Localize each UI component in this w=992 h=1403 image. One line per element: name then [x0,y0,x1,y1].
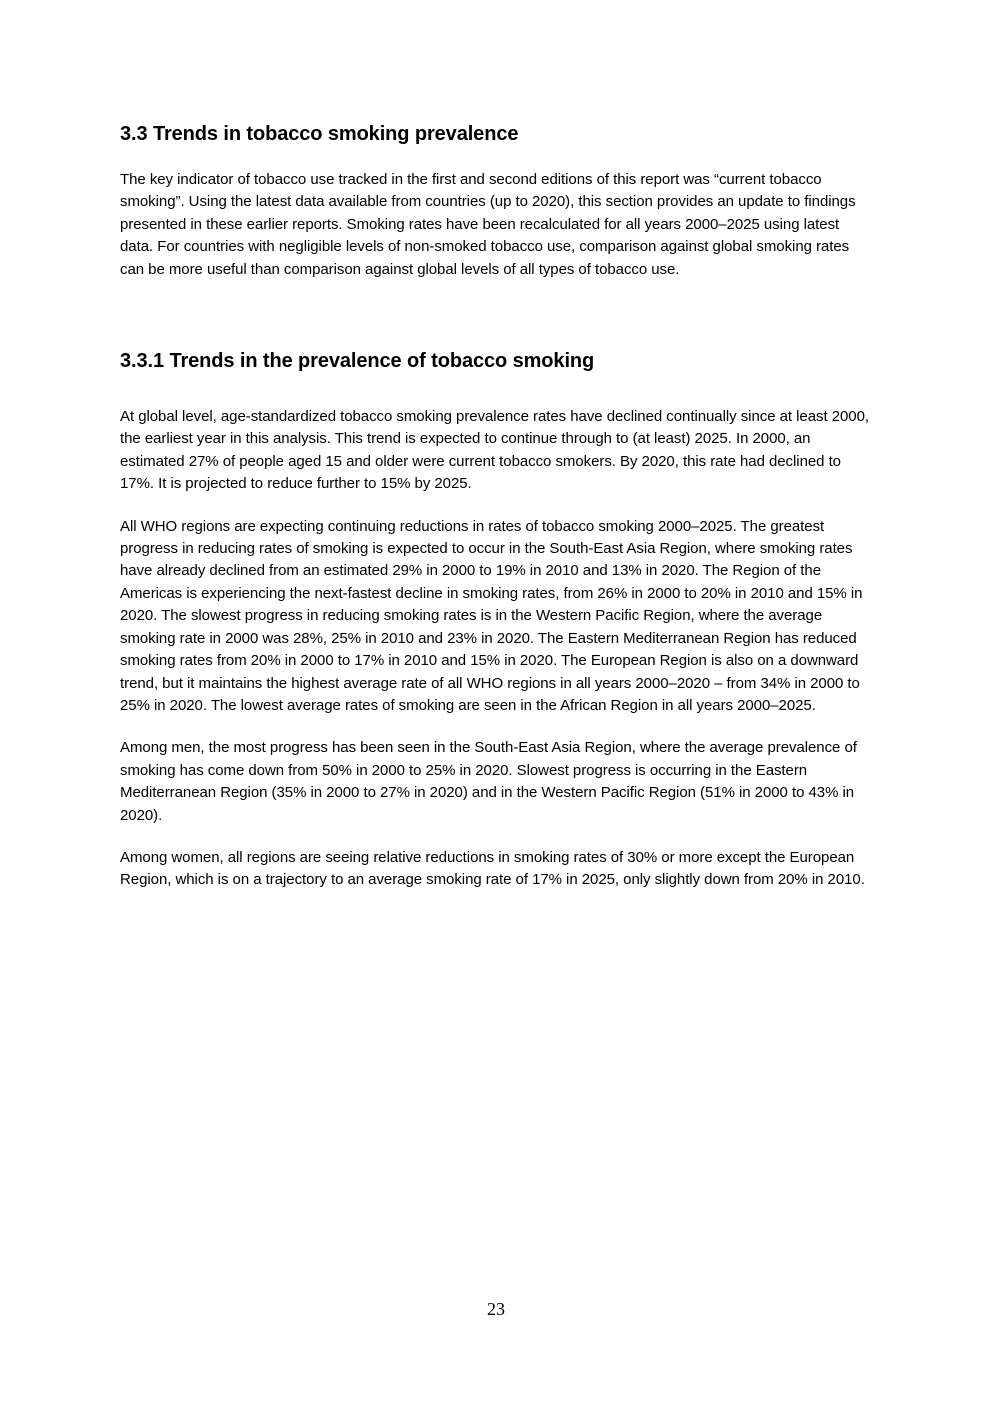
paragraph-regional-trends: All WHO regions are expecting continuing reductions in rates of tobacco smoking 2000–2025. The greatest progress in reducing rates of smoking is expected to occur in the South-East Asia Region, where smoking rates have already declined from an estimated 29% in 2000 to 19% in 2010 and 13% in 2020. The Region of the Americas is experiencing the next-fastest decline in smoking rates, from 26% in 2000 to 20% in 2010 and 15% in 2020. The slowest progress in reducing smoking rates is in the Western Pacific Region, where the average smoking rate in 2000 was 28%, 25% in 2010 and 23% in 2020. The Eastern Mediterranean Region has reduced smoking rates from 20% in 2000 to 17% in 2010 and 15% in 2020. The European Region is also on a downward trend, but it maintains the highest average rate of all WHO regions in all years 2000–2020 – from 34% in 2000 to 25% in 2020. The lowest average rates of smoking are seen in the African Region in all years 2000–2025. [120,517,863,714]
section-heading-3-3: 3.3 Trends in tobacco smoking prevalence [120,123,519,145]
section-heading-3-3-1: 3.3.1 Trends in the prevalence of tobacco smoking [120,350,595,373]
page-number: 23 [487,1299,505,1319]
paragraph-intro: The key indicator of tobacco use tracked in the first and second editions of this report was “current tobacco smoking”. Using the latest data available from countries (up to 2020), this section provides an update to findings presented in these earlier reports. Smoking rates have been recalculated for all years 2000–2025 using latest data. For countries with negligible levels of non-smoked tobacco use, comparison against global smoking rates can be more useful than comparison against global levels of all types of tobacco use. [120,171,856,278]
page-content [120,120,876,892]
paragraph-women-trends: Among women, all regions are seeing relative reductions in smoking rates of 30% or more except the European Region, which is on a trajectory to an average smoking rate of 17% in 2025, only slightly down from 20% in 2010. [120,848,865,889]
paragraph-men-trends: Among men, the most progress has been seen in the South-East Asia Region, where the average prevalence of smoking has come down from 50% in 2000 to 25% in 2020. Slowest progress is occurring in the Eastern Mediterranean Region (35% in 2000 to 27% in 2020) and in the Western Pacific Region (51% in 2000 to 43% in 2020). [120,739,857,824]
paragraph-global-trends: At global level, age-standardized tobacco smoking prevalence rates have declined continually since at least 2000, the earliest year in this analysis. This trend is expected to continue through to (at least) 2025. In 2000, an estimated 27% of people aged 15 and older were current tobacco smokers. By 2020, this rate had declined to 17%. It is projected to reduce further to 15% by 2025. [120,408,869,493]
